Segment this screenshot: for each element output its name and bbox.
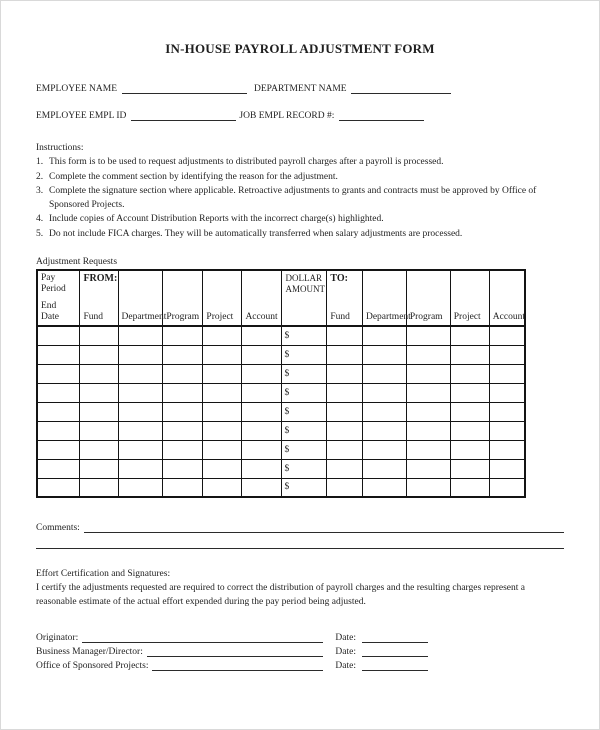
col-header-to-fund [327, 270, 363, 326]
entry-cell[interactable] [450, 440, 489, 459]
end-date-label: End Date [41, 301, 59, 323]
entry-cell[interactable] [450, 402, 489, 421]
entry-cell[interactable] [37, 345, 80, 364]
employee-info-row-2 [36, 110, 564, 121]
instruction-item-3 [36, 184, 564, 213]
entry-cell[interactable] [37, 402, 80, 421]
dollar-amount-cell[interactable]: $ [282, 402, 327, 421]
entry-cell[interactable] [489, 326, 525, 345]
department-name-blank[interactable] [351, 83, 451, 94]
entry-cell[interactable] [163, 478, 203, 497]
entry-cell[interactable] [489, 345, 525, 364]
col-header-pay-period-end-date [37, 270, 80, 326]
comments-blank-line-1[interactable] [84, 522, 564, 533]
employee-name-label: EMPLOYEE NAME [36, 84, 118, 94]
entry-cell[interactable] [489, 383, 525, 402]
job-empl-record-label: JOB EMPL RECORD #: [239, 111, 335, 121]
adjustment-table-row [37, 326, 525, 345]
table-header-row [37, 270, 525, 326]
col-header-to-department [362, 270, 411, 326]
entry-cell[interactable] [406, 459, 450, 478]
entry-cell[interactable] [362, 440, 406, 459]
col-header-from-project [203, 270, 242, 326]
adjustment-requests-heading: Adjustment Requests [36, 257, 118, 268]
col-header-from-fund [80, 270, 118, 326]
dollar-amount-cell[interactable]: $ [282, 326, 327, 345]
employee-empl-id-blank[interactable] [131, 110, 236, 121]
adjustment-table-row [37, 478, 525, 497]
job-empl-record-blank[interactable] [339, 110, 424, 121]
entry-cell[interactable] [362, 459, 406, 478]
entry-cell[interactable] [203, 383, 242, 402]
entry-cell[interactable] [362, 345, 406, 364]
instruction-item-2 [36, 170, 564, 184]
form-title: IN-HOUSE PAYROLL ADJUSTMENT FORM [165, 41, 435, 56]
comments-label: Comments: [36, 523, 80, 534]
date-label: Date: [335, 647, 356, 658]
department-name-label: DEPARTMENT NAME [254, 84, 347, 94]
instruction-item-1 [36, 155, 564, 169]
from-account-label: Account [245, 312, 278, 323]
entry-cell[interactable] [203, 345, 242, 364]
dollar-amount-cell[interactable]: $ [282, 345, 327, 364]
entry-cell[interactable] [80, 345, 118, 364]
to-account-label: Account [492, 312, 525, 323]
originator-date-blank[interactable] [362, 633, 428, 643]
entry-cell[interactable] [362, 421, 406, 440]
col-header-to-program [406, 270, 450, 326]
to-fund-label: Fund [330, 312, 350, 323]
entry-cell[interactable] [406, 364, 450, 383]
originator-label: Originator: [36, 633, 79, 644]
from-program-label: Program [166, 312, 200, 323]
entry-cell[interactable] [242, 402, 282, 421]
entry-cell[interactable] [118, 364, 163, 383]
entry-cell[interactable] [489, 478, 525, 497]
entry-cell[interactable] [327, 402, 363, 421]
entry-cell[interactable] [163, 459, 203, 478]
entry-cell[interactable] [242, 345, 282, 364]
entry-cell[interactable] [163, 345, 203, 364]
adjustment-table-row [37, 364, 525, 383]
entry-cell[interactable] [163, 421, 203, 440]
instructions-heading: Instructions: [36, 143, 84, 153]
entry-cell[interactable] [362, 383, 406, 402]
sponsored-projects-date-blank[interactable] [362, 661, 428, 671]
entry-cell[interactable] [37, 383, 80, 402]
entry-cell[interactable] [489, 440, 525, 459]
from-project-label: Project [206, 312, 234, 323]
col-header-from-department [118, 270, 167, 326]
col-header-from-account [242, 270, 282, 326]
entry-cell[interactable] [203, 326, 242, 345]
entry-cell[interactable] [37, 459, 80, 478]
entry-cell[interactable] [118, 459, 163, 478]
originator-signature-blank[interactable] [82, 633, 323, 643]
comments-blank-line-2[interactable] [36, 533, 564, 549]
entry-cell[interactable] [406, 383, 450, 402]
entry-cell[interactable] [37, 364, 80, 383]
entry-cell[interactable] [163, 440, 203, 459]
entry-cell[interactable] [242, 326, 282, 345]
instruction-number: 1. [36, 157, 44, 168]
sponsored-projects-signature-blank[interactable] [152, 661, 323, 671]
entry-cell[interactable] [327, 364, 363, 383]
entry-cell[interactable] [327, 345, 363, 364]
business-manager-signature-blank[interactable] [147, 647, 324, 657]
instruction-number: 3. [36, 185, 44, 196]
comments-section [36, 522, 564, 533]
entry-cell[interactable] [450, 421, 489, 440]
entry-cell[interactable] [489, 459, 525, 478]
instructions-section [36, 141, 564, 241]
entry-cell[interactable] [118, 326, 163, 345]
dollar-amount-label-line2: AMOUNT [285, 284, 325, 295]
entry-cell[interactable] [37, 421, 80, 440]
col-header-from-program [163, 270, 203, 326]
entry-cell[interactable] [80, 478, 118, 497]
entry-cell[interactable] [163, 326, 203, 345]
adjustment-table-body [37, 326, 525, 497]
instruction-number: 2. [36, 171, 44, 182]
entry-cell[interactable] [203, 421, 242, 440]
to-program-label: Program [409, 312, 443, 323]
entry-cell[interactable] [203, 459, 242, 478]
entry-cell[interactable] [406, 440, 450, 459]
entry-cell[interactable] [203, 440, 242, 459]
business-manager-signature-row [36, 643, 428, 657]
sponsored-projects-signature-row [36, 657, 428, 671]
entry-cell[interactable] [450, 364, 489, 383]
to-group-label: TO: [330, 273, 348, 285]
entry-cell[interactable] [37, 326, 80, 345]
instruction-item-4 [36, 212, 564, 226]
sponsored-projects-label: Office of Sponsored Projects: [36, 661, 149, 672]
entry-cell[interactable] [362, 326, 406, 345]
entry-cell[interactable] [450, 345, 489, 364]
entry-cell[interactable] [80, 459, 118, 478]
instruction-item-5 [36, 227, 564, 241]
col-header-to-project [450, 270, 489, 326]
instruction-number: 5. [36, 228, 44, 239]
entry-cell[interactable] [80, 326, 118, 345]
dollar-amount-cell[interactable]: $ [282, 383, 327, 402]
entry-cell[interactable] [362, 364, 406, 383]
entry-cell[interactable] [80, 402, 118, 421]
entry-cell[interactable] [327, 383, 363, 402]
entry-cell[interactable] [118, 402, 163, 421]
entry-cell[interactable] [406, 345, 450, 364]
entry-cell[interactable] [80, 383, 118, 402]
entry-cell[interactable] [37, 440, 80, 459]
employee-info-row-1 [36, 83, 564, 94]
entry-cell[interactable] [242, 478, 282, 497]
entry-cell[interactable] [163, 402, 203, 421]
entry-cell[interactable] [489, 364, 525, 383]
entry-cell[interactable] [489, 421, 525, 440]
adjustment-table-row [37, 402, 525, 421]
dollar-amount-cell[interactable]: $ [282, 459, 327, 478]
entry-cell[interactable] [406, 421, 450, 440]
instruction-text: This form is to be used to request adjustments to distributed payroll charges after a payroll is processed. [49, 157, 444, 168]
adjustment-table-row [37, 421, 525, 440]
entry-cell[interactable] [80, 364, 118, 383]
entry-cell[interactable] [80, 440, 118, 459]
dollar-amount-cell[interactable]: $ [282, 421, 327, 440]
adjustment-requests-table [36, 269, 526, 498]
employee-empl-id-label: EMPLOYEE EMPL ID [36, 111, 127, 121]
to-project-label: Project [453, 312, 481, 323]
entry-cell[interactable] [203, 364, 242, 383]
entry-cell[interactable] [203, 402, 242, 421]
from-fund-label: Fund [83, 312, 103, 323]
dollar-amount-cell[interactable]: $ [282, 478, 327, 497]
entry-cell[interactable] [489, 402, 525, 421]
entry-cell[interactable] [242, 440, 282, 459]
effort-certification-section [36, 567, 564, 609]
entry-cell[interactable] [118, 478, 163, 497]
entry-cell[interactable] [118, 345, 163, 364]
entry-cell[interactable] [242, 459, 282, 478]
originator-signature-row [36, 629, 428, 643]
col-header-to-account [489, 270, 525, 326]
adjustment-table-row [37, 383, 525, 402]
pay-period-label: Pay Period [41, 273, 66, 295]
entry-cell[interactable] [450, 326, 489, 345]
business-manager-date-blank[interactable] [362, 647, 428, 657]
date-label: Date: [335, 661, 356, 672]
entry-cell[interactable] [242, 383, 282, 402]
entry-cell[interactable] [163, 383, 203, 402]
entry-cell[interactable] [242, 364, 282, 383]
adjustment-table-row [37, 440, 525, 459]
instruction-text: Complete the signature section where applicable. Retroactive adjustments to grants and contracts must be approved by Office of Sponsored Projects. [49, 185, 537, 211]
entry-cell[interactable] [163, 364, 203, 383]
dollar-amount-label-line1: DOLLAR [285, 273, 322, 284]
entry-cell[interactable] [327, 326, 363, 345]
entry-cell[interactable] [327, 421, 363, 440]
entry-cell[interactable] [362, 402, 406, 421]
from-group-label: FROM: [83, 273, 118, 285]
instruction-number: 4. [36, 214, 44, 225]
entry-cell[interactable] [118, 440, 163, 459]
to-department-label: Department [365, 312, 411, 323]
entry-cell[interactable] [406, 478, 450, 497]
effort-certification-heading: Effort Certification and Signatures: [36, 569, 171, 580]
effort-certification-body: I certify the adjustments requested are required to correct the distribution of payroll charges and the resulting charges represent a reasonable estimate of the actual effort expended during the pay period being adjusted. [36, 583, 525, 608]
employee-name-blank[interactable] [122, 83, 247, 94]
col-header-dollar-amount [282, 270, 327, 326]
entry-cell[interactable] [118, 421, 163, 440]
entry-cell[interactable] [242, 421, 282, 440]
entry-cell[interactable] [80, 421, 118, 440]
from-department-label: Department [121, 312, 167, 323]
instruction-text: Complete the comment section by identifying the reason for the adjustment. [49, 171, 338, 182]
instruction-text: Do not include FICA charges. They will be automatically transferred when salary adjustments are processed. [49, 228, 463, 239]
signatures-section [36, 629, 428, 671]
entry-cell[interactable] [37, 478, 80, 497]
entry-cell[interactable] [118, 383, 163, 402]
adjustment-table-row [37, 459, 525, 478]
entry-cell[interactable] [450, 459, 489, 478]
entry-cell[interactable] [203, 478, 242, 497]
adjustment-table-row [37, 345, 525, 364]
entry-cell[interactable] [362, 478, 406, 497]
date-label: Date: [335, 633, 356, 644]
entry-cell[interactable] [406, 326, 450, 345]
entry-cell[interactable] [327, 440, 363, 459]
instruction-text: Include copies of Account Distribution Reports with the incorrect charge(s) highlighted. [49, 214, 384, 225]
entry-cell[interactable] [327, 459, 363, 478]
dollar-amount-cell[interactable]: $ [282, 440, 327, 459]
entry-cell[interactable] [450, 478, 489, 497]
dollar-amount-cell[interactable]: $ [282, 364, 327, 383]
business-manager-label: Business Manager/Director: [36, 647, 143, 658]
entry-cell[interactable] [406, 402, 450, 421]
entry-cell[interactable] [327, 478, 363, 497]
entry-cell[interactable] [450, 383, 489, 402]
